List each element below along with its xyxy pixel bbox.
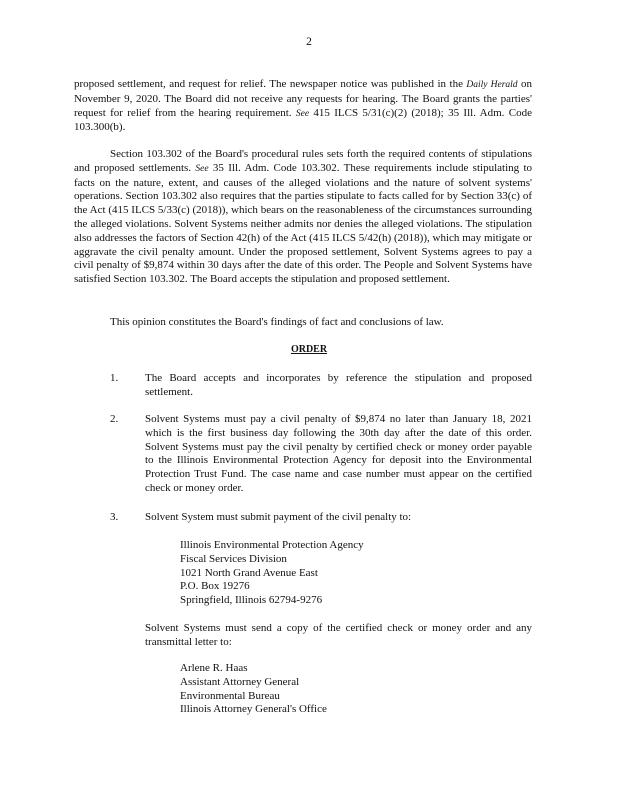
address-line: 1021 North Grand Avenue East (180, 566, 318, 579)
address-line: Arlene R. Haas (180, 662, 248, 674)
order-item-text: Solvent System must submit payment of the civil penalty to: (145, 511, 412, 523)
order-item-number: 1. (110, 372, 119, 384)
newspaper-name: Daily Herald (466, 80, 518, 90)
address-line: P.O. Box 19276 (180, 580, 250, 593)
paragraph-text: Section 103.302 of the Board's procedural rules sets forth the required contents of stipulations and proposed settlements. (74, 148, 532, 174)
address-line: Assistant Attorney General (180, 675, 300, 688)
paragraph-text: 35 Ill. Adm. Code 103.302. These requirements include stipulating to facts on the nature, extent, and causes of the alleged violations and the nature of solvent systems' operations. Section 103.302 also requires that the parties stipulate to facts called for by Section 33(c) of the Act (415 ILCS 5/33(c) (2018)), which bears on the reasonableness of the circumstances surrounding the alleged violations. Solvent Systems neither admits nor denies the alleged violations. The stipulation also addresses the factors of Section 42(h) of the Act (415 ILCS 5/42(h) (2018)), which may mitigate or aggravate the civil penalty amount. Under the proposed settlement, Solvent Systems agrees to pay a civil penalty of $9,874 within 30 days after the date of this order. The People and Solvent Systems have satisfied Section 103.302. The Board accepts the stipulation and proposed settlement. (74, 161, 532, 286)
section-103-302-paragraph (74, 148, 532, 287)
citation-signal: See (195, 163, 209, 174)
address-line: Illinois Environmental Protection Agency (180, 539, 364, 551)
address-line: Springfield, Illinois 62794-9276 (180, 594, 323, 607)
address-line: Fiscal Services Division (180, 552, 287, 565)
address-line: Illinois Attorney General's Office (180, 703, 327, 716)
payment-address (180, 539, 364, 608)
order-item-text: The Board accepts and incorporates by reference the stipulation and proposed settlement. (145, 372, 532, 398)
page-number: 2 (306, 36, 312, 48)
settlement-paragraph (74, 78, 532, 135)
order-heading: ORDER (290, 344, 328, 355)
order-item-number: 3. (110, 511, 119, 523)
paragraph-text: proposed settlement, and request for relief. The newspaper notice was published in the (74, 78, 467, 90)
findings-paragraph: This opinion constitutes the Board's findings of fact and conclusions of law. (110, 316, 444, 328)
copy-instruction: Solvent Systems must send a copy of the certified check or money order and any transmittal letter to: (145, 622, 532, 648)
citation-signal: See (295, 108, 310, 119)
copy-address (180, 662, 327, 717)
order-item-number: 2. (110, 413, 119, 425)
address-line: Environmental Bureau (180, 689, 280, 702)
paragraph-text: on November 9, 2020. The Board did not receive any requests for hearing. The Board grants the parties' request for relief from the hearing requirement. (74, 78, 532, 119)
order-item-text: Solvent Systems must pay a civil penalty of $9,874 no later than January 18, 2021 which is the first business day following the 30th day after the date of this order. Solvent Systems must pay the civil penalty by certified check or money order payable to the Illinois Environmental Protection Agency for deposit into the Environmental Protection Trust Fund. The case name and case number must appear on the certified check or money order. (145, 413, 532, 494)
paragraph-text: 415 ILCS 5/31(c)(2) (2018); 35 Ill. Adm. Code 103.300(b). (74, 106, 532, 134)
